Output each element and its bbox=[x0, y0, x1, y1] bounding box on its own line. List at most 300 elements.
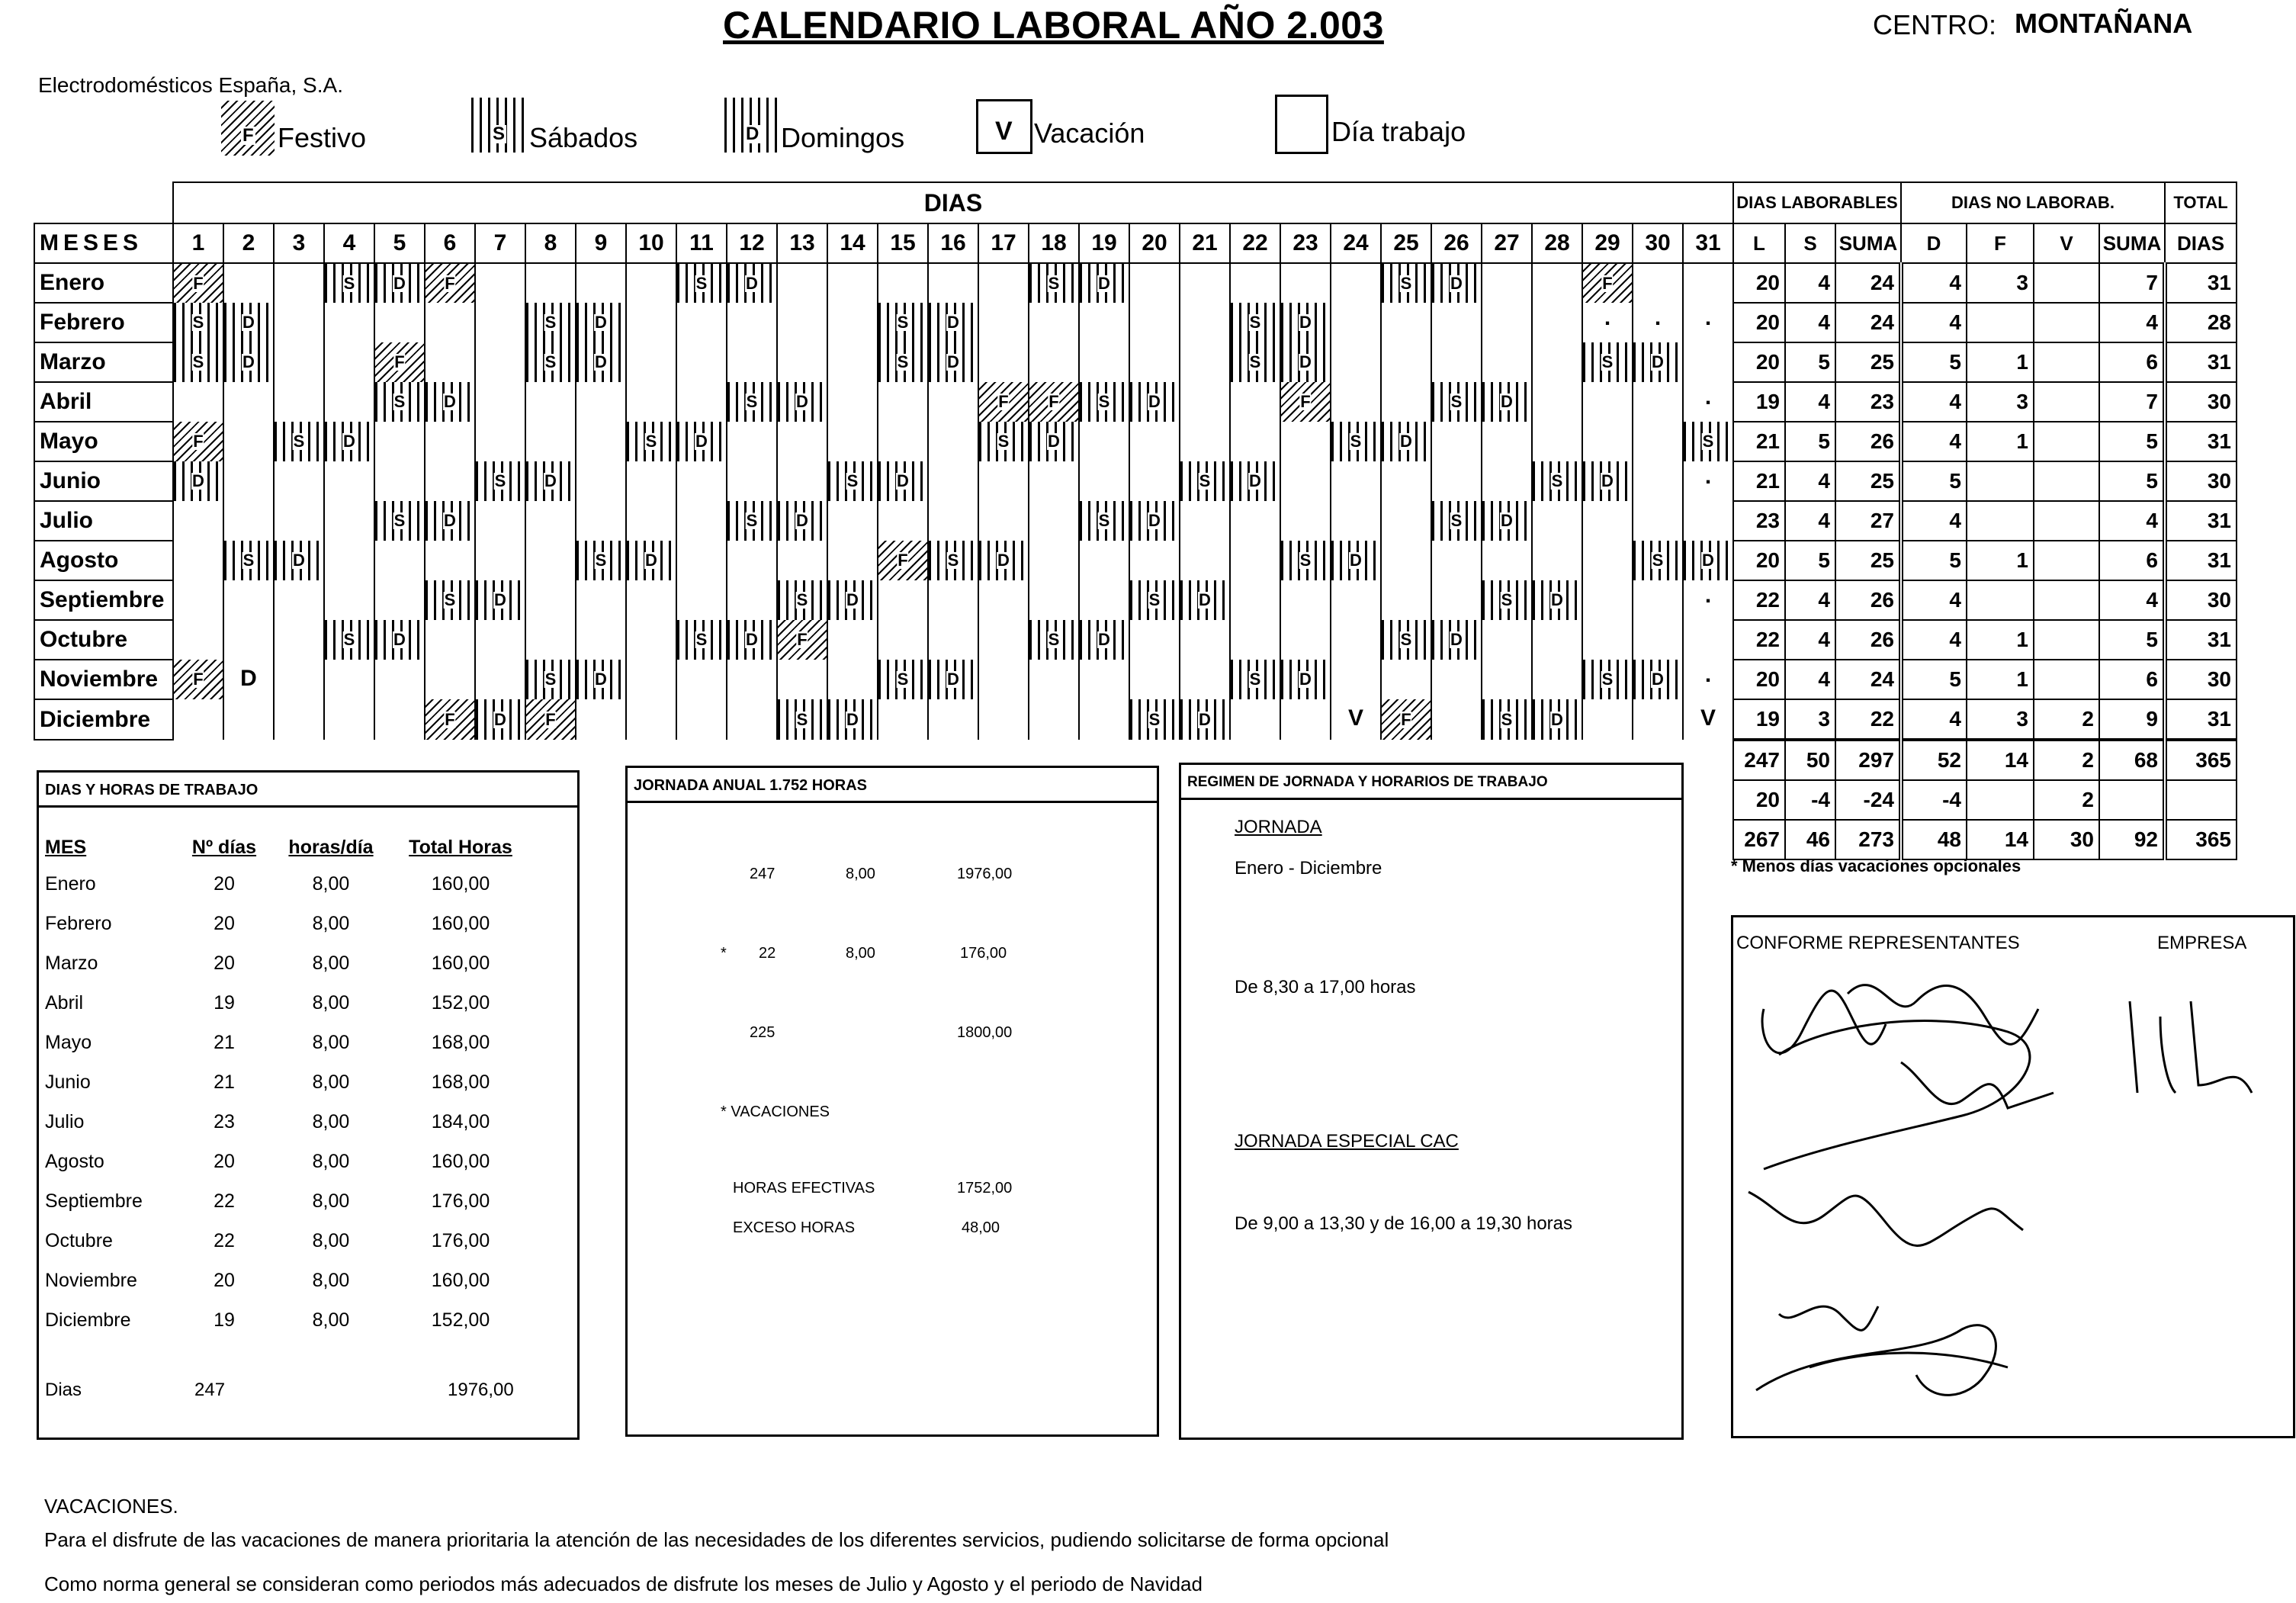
month-l: 20 bbox=[1733, 660, 1785, 699]
mark-glyph: S bbox=[1702, 432, 1714, 451]
day-cell bbox=[1180, 501, 1230, 541]
mark-glyph: S bbox=[796, 709, 808, 729]
day-cell bbox=[1381, 263, 1431, 303]
day-cell bbox=[274, 342, 324, 382]
sabado-mark bbox=[275, 422, 323, 461]
day-cell bbox=[878, 699, 928, 740]
day-cell bbox=[827, 382, 878, 422]
month-s: 4 bbox=[1785, 303, 1835, 342]
month-dias: 31 bbox=[2165, 501, 2237, 541]
day-cell bbox=[1633, 699, 1683, 740]
summary-col-d: D bbox=[1901, 223, 1967, 263]
sabado-mark bbox=[727, 382, 776, 422]
day-cell bbox=[978, 303, 1029, 342]
sabado-mark bbox=[1482, 699, 1531, 740]
sabado-mark bbox=[1432, 382, 1481, 422]
day-cell bbox=[1230, 699, 1280, 740]
domingo-mark bbox=[1180, 580, 1229, 620]
mark-glyph: S bbox=[695, 273, 708, 293]
totals-d: 52 bbox=[1901, 740, 1967, 780]
domingo-mark bbox=[1482, 382, 1531, 422]
day-cell bbox=[173, 699, 223, 740]
day-cell bbox=[374, 303, 425, 342]
day-cell bbox=[1633, 342, 1683, 382]
month-suma: 26 bbox=[1835, 580, 1901, 620]
hours-mes: Marzo bbox=[45, 952, 98, 974]
day-cell bbox=[1180, 303, 1230, 342]
day-cell bbox=[626, 263, 676, 303]
company-name: Electrodomésticos España, S.A. bbox=[38, 73, 343, 97]
hours-horas: 8,00 bbox=[312, 1110, 350, 1132]
day-cell bbox=[1180, 263, 1230, 303]
day-cell bbox=[928, 699, 978, 740]
hours-row bbox=[45, 1300, 533, 1340]
dot-mark: . bbox=[1704, 305, 1712, 330]
month-dias: 31 bbox=[2165, 541, 2237, 580]
sabado-mark bbox=[1231, 660, 1280, 699]
mark-glyph: S bbox=[1299, 551, 1312, 570]
month-s: 5 bbox=[1785, 422, 1835, 461]
domingo-mark bbox=[727, 620, 776, 660]
day-cell bbox=[1129, 699, 1180, 740]
domingos-legend-swatch bbox=[724, 98, 781, 153]
month-l: 22 bbox=[1733, 620, 1785, 660]
domingo-mark bbox=[1180, 699, 1229, 740]
mark-glyph: D bbox=[393, 630, 406, 649]
vacacion-legend-label: Vacación bbox=[1034, 117, 1145, 149]
hours-dias: 20 bbox=[214, 1150, 235, 1172]
day-cell bbox=[1431, 263, 1482, 303]
day-cell bbox=[576, 580, 626, 620]
day-cell bbox=[1079, 382, 1129, 422]
day-cell bbox=[1431, 699, 1482, 740]
annual-vacaciones: * VACACIONES bbox=[721, 1103, 830, 1120]
adjust-d: -4 bbox=[1901, 780, 1967, 820]
day-header: 3 bbox=[274, 223, 324, 263]
day-cell bbox=[1582, 541, 1633, 580]
domingo-mark bbox=[576, 303, 625, 342]
day-cell bbox=[274, 382, 324, 422]
hours-col-horas: horas/día bbox=[288, 836, 374, 858]
mark-glyph: D bbox=[242, 313, 255, 332]
day-cell bbox=[727, 461, 777, 501]
day-cell bbox=[324, 541, 374, 580]
day-cell bbox=[1431, 461, 1482, 501]
mark-glyph: S bbox=[1601, 352, 1614, 371]
day-cell bbox=[223, 303, 274, 342]
annual-r2-b: 8,00 bbox=[846, 945, 875, 962]
mark-glyph: S bbox=[343, 273, 355, 293]
day-cell bbox=[1431, 580, 1482, 620]
domingo-mark bbox=[929, 303, 978, 342]
domingo-mark bbox=[1130, 382, 1179, 422]
day-cell bbox=[1280, 461, 1331, 501]
day-cell bbox=[1582, 699, 1633, 740]
mark-glyph: D bbox=[1299, 670, 1312, 689]
day-cell bbox=[576, 699, 626, 740]
day-cell bbox=[1180, 422, 1230, 461]
day-cell bbox=[1129, 422, 1180, 461]
month-suma2: 6 bbox=[2099, 541, 2165, 580]
day-cell bbox=[777, 660, 827, 699]
domingo-mark bbox=[476, 699, 525, 740]
month-suma2: 9 bbox=[2099, 699, 2165, 740]
total-header: TOTAL bbox=[2165, 182, 2237, 223]
day-header: 13 bbox=[777, 223, 827, 263]
day-cell bbox=[1180, 382, 1230, 422]
day-cell bbox=[1381, 501, 1431, 541]
day-cell bbox=[978, 541, 1029, 580]
month-suma2: 5 bbox=[2099, 422, 2165, 461]
month-f: 3 bbox=[1967, 699, 2034, 740]
day-header: 2 bbox=[223, 223, 274, 263]
day-cell bbox=[374, 541, 425, 580]
annual-r2-c: 176,00 bbox=[960, 945, 1007, 962]
day-cell bbox=[1331, 501, 1381, 541]
day-cell bbox=[1633, 660, 1683, 699]
day-cell bbox=[1230, 422, 1280, 461]
hours-horas: 8,00 bbox=[312, 1309, 350, 1331]
day-cell bbox=[626, 580, 676, 620]
mark-glyph: S bbox=[897, 352, 909, 371]
day-cell bbox=[878, 580, 928, 620]
day-cell bbox=[1431, 620, 1482, 660]
sabado-mark bbox=[778, 699, 827, 740]
day-cell bbox=[223, 660, 274, 699]
mark-glyph: F bbox=[394, 352, 405, 371]
month-row bbox=[34, 580, 2237, 620]
sabado-mark bbox=[1080, 501, 1129, 541]
mark-glyph: S bbox=[393, 392, 406, 411]
day-cell bbox=[1180, 461, 1230, 501]
day-cell bbox=[173, 342, 223, 382]
day-cell bbox=[374, 422, 425, 461]
day-cell bbox=[374, 382, 425, 422]
mark-glyph: D bbox=[695, 432, 708, 451]
day-cell bbox=[777, 342, 827, 382]
day-cell bbox=[1482, 580, 1532, 620]
day-cell bbox=[878, 422, 928, 461]
month-name: Octubre bbox=[34, 620, 173, 660]
day-cell bbox=[978, 660, 1029, 699]
totals-s: 50 bbox=[1785, 740, 1835, 780]
day-cell bbox=[1029, 501, 1079, 541]
mark-glyph: D bbox=[1199, 709, 1211, 729]
day-cell bbox=[978, 422, 1029, 461]
day-cell bbox=[1582, 303, 1633, 342]
day-cell bbox=[173, 660, 223, 699]
month-f: 1 bbox=[1967, 541, 2034, 580]
mark-glyph: S bbox=[544, 313, 557, 332]
day-cell bbox=[1129, 342, 1180, 382]
day-cell bbox=[928, 263, 978, 303]
sabado-mark bbox=[1633, 541, 1682, 580]
annual-r2-a: 22 bbox=[759, 945, 776, 962]
day-cell bbox=[525, 660, 576, 699]
domingo-mark bbox=[275, 541, 323, 580]
day-cell bbox=[324, 382, 374, 422]
month-suma2: 7 bbox=[2099, 263, 2165, 303]
day-cell bbox=[928, 461, 978, 501]
sabado-mark bbox=[778, 580, 827, 620]
day-cell bbox=[173, 461, 223, 501]
day-cell bbox=[676, 699, 727, 740]
month-row bbox=[34, 342, 2237, 382]
day-cell bbox=[324, 461, 374, 501]
day-cell bbox=[525, 342, 576, 382]
festivo-mark bbox=[174, 264, 223, 303]
mark-glyph: F bbox=[797, 630, 808, 649]
day-cell bbox=[878, 620, 928, 660]
month-v bbox=[2034, 501, 2099, 541]
vacacion-legend-glyph: V bbox=[995, 117, 1013, 146]
day-cell bbox=[727, 580, 777, 620]
jornada-especial-hours: De 9,00 a 13,30 y de 16,00 a 19,30 horas bbox=[1235, 1213, 1573, 1234]
day-cell bbox=[475, 382, 525, 422]
day-cell bbox=[274, 422, 324, 461]
festivo-mark bbox=[1583, 264, 1632, 303]
day-cell bbox=[878, 541, 928, 580]
day-cell bbox=[475, 263, 525, 303]
sabado-mark bbox=[1583, 342, 1632, 382]
hours-dias: 19 bbox=[214, 991, 235, 1014]
month-d: 4 bbox=[1901, 620, 1967, 660]
day-cell bbox=[223, 620, 274, 660]
day-cell bbox=[878, 342, 928, 382]
hours-mes: Enero bbox=[45, 872, 96, 895]
day-cell bbox=[324, 303, 374, 342]
day-cell bbox=[1230, 620, 1280, 660]
month-d: 4 bbox=[1901, 699, 1967, 740]
day-cell bbox=[1683, 461, 1733, 501]
day-cell bbox=[978, 620, 1029, 660]
domingo-mark bbox=[375, 620, 424, 660]
sabado-mark bbox=[375, 501, 424, 541]
day-cell bbox=[374, 461, 425, 501]
annual-r1-b: 8,00 bbox=[846, 866, 875, 882]
mark-glyph: S bbox=[1098, 511, 1110, 530]
hours-horas: 8,00 bbox=[312, 952, 350, 974]
day-cell bbox=[777, 303, 827, 342]
hours-panel bbox=[37, 770, 580, 1440]
domingo-mark bbox=[778, 382, 827, 422]
mark-glyph: D bbox=[1148, 511, 1161, 530]
day-header: 15 bbox=[878, 223, 928, 263]
month-f bbox=[1967, 303, 2034, 342]
mark-glyph: S bbox=[1249, 670, 1261, 689]
domingo-mark bbox=[1080, 264, 1129, 303]
sabado-mark bbox=[929, 541, 978, 580]
hours-horas: 8,00 bbox=[312, 912, 350, 934]
domingo-mark bbox=[1281, 342, 1330, 382]
hours-row bbox=[45, 1181, 533, 1221]
day-cell bbox=[1482, 501, 1532, 541]
domingo-mark bbox=[425, 382, 474, 422]
mark-glyph: S bbox=[1652, 551, 1664, 570]
month-suma: 24 bbox=[1835, 660, 1901, 699]
day-cell bbox=[525, 620, 576, 660]
day-cell bbox=[274, 263, 324, 303]
day-cell bbox=[1230, 501, 1280, 541]
domingo-mark bbox=[929, 342, 978, 382]
month-s: 4 bbox=[1785, 382, 1835, 422]
day-cell bbox=[827, 580, 878, 620]
day-cell bbox=[1633, 382, 1683, 422]
day-cell bbox=[324, 620, 374, 660]
mark-glyph: S bbox=[1501, 590, 1513, 609]
day-cell bbox=[1482, 620, 1532, 660]
day-cell bbox=[1029, 263, 1079, 303]
day-cell bbox=[1381, 303, 1431, 342]
sabado-mark bbox=[1029, 264, 1078, 303]
mark-glyph: D bbox=[1551, 709, 1563, 729]
mark-glyph: D bbox=[947, 670, 959, 689]
month-row bbox=[34, 660, 2237, 699]
month-dias: 31 bbox=[2165, 342, 2237, 382]
domingo-mark bbox=[1382, 422, 1431, 461]
domingo-mark bbox=[828, 580, 877, 620]
sabado-mark bbox=[878, 303, 927, 342]
day-cell bbox=[374, 501, 425, 541]
mark-glyph: D bbox=[444, 392, 456, 411]
festivo-mark bbox=[1029, 382, 1078, 422]
day-cell bbox=[1381, 620, 1431, 660]
month-row bbox=[34, 303, 2237, 342]
domingo-mark bbox=[476, 580, 525, 620]
hours-mes: Noviembre bbox=[45, 1269, 137, 1291]
hours-row bbox=[45, 1062, 533, 1102]
day-cell bbox=[1532, 342, 1582, 382]
month-suma2: 6 bbox=[2099, 660, 2165, 699]
month-name: Noviembre bbox=[34, 660, 173, 699]
day-cell bbox=[1532, 461, 1582, 501]
mark-glyph: S bbox=[897, 313, 909, 332]
day-cell bbox=[827, 541, 878, 580]
day-header: 31 bbox=[1683, 223, 1733, 263]
month-d: 4 bbox=[1901, 263, 1967, 303]
day-cell bbox=[1381, 382, 1431, 422]
domingo-mark bbox=[1432, 620, 1481, 660]
month-v bbox=[2034, 303, 2099, 342]
month-row bbox=[34, 620, 2237, 660]
day-cell bbox=[475, 422, 525, 461]
day-header: 6 bbox=[425, 223, 475, 263]
domingo-mark bbox=[1281, 660, 1330, 699]
day-header: 29 bbox=[1582, 223, 1633, 263]
mark-glyph: S bbox=[746, 511, 758, 530]
hours-total: 160,00 bbox=[431, 872, 490, 895]
summary-col-dias: DIAS bbox=[2165, 223, 2237, 263]
annual-r1-a: 247 bbox=[750, 866, 776, 882]
month-row bbox=[34, 382, 2237, 422]
day-cell bbox=[576, 660, 626, 699]
sabado-mark bbox=[1583, 660, 1632, 699]
hours-total: 152,00 bbox=[431, 991, 490, 1014]
signatures-graphic bbox=[1733, 917, 2296, 1441]
vacacion-legend-swatch bbox=[976, 99, 1032, 154]
day-cell bbox=[173, 620, 223, 660]
day-cell bbox=[576, 461, 626, 501]
mark-glyph: S bbox=[1601, 670, 1614, 689]
day-cell bbox=[827, 461, 878, 501]
day-cell bbox=[1129, 501, 1180, 541]
month-dias: 31 bbox=[2165, 620, 2237, 660]
hours-row bbox=[45, 1261, 533, 1300]
day-cell bbox=[324, 580, 374, 620]
day-cell bbox=[223, 382, 274, 422]
mark-glyph: F bbox=[998, 392, 1009, 411]
day-cell bbox=[1280, 580, 1331, 620]
mark-glyph: D bbox=[343, 432, 355, 451]
month-s: 5 bbox=[1785, 541, 1835, 580]
day-cell bbox=[223, 501, 274, 541]
day-cell bbox=[777, 382, 827, 422]
day-header: 19 bbox=[1079, 223, 1129, 263]
festivo-legend-glyph: F bbox=[242, 125, 254, 146]
day-cell bbox=[1180, 580, 1230, 620]
mark-glyph: S bbox=[192, 313, 204, 332]
day-cell bbox=[727, 541, 777, 580]
day-header: 9 bbox=[576, 223, 626, 263]
day-cell bbox=[928, 580, 978, 620]
day-cell bbox=[1280, 382, 1331, 422]
day-cell bbox=[425, 461, 475, 501]
sabado-mark bbox=[1533, 461, 1582, 501]
month-f: 3 bbox=[1967, 382, 2034, 422]
hours-dias: 22 bbox=[214, 1190, 235, 1212]
day-cell bbox=[1280, 660, 1331, 699]
day-header: 10 bbox=[626, 223, 676, 263]
month-suma2: 4 bbox=[2099, 303, 2165, 342]
month-suma2: 5 bbox=[2099, 461, 2165, 501]
day-cell bbox=[425, 620, 475, 660]
day-cell bbox=[173, 263, 223, 303]
hours-dias: 20 bbox=[214, 952, 235, 974]
sabado-mark bbox=[878, 660, 927, 699]
month-d: 5 bbox=[1901, 660, 1967, 699]
representantes-label: CONFORME REPRESENTANTES bbox=[1736, 933, 2020, 953]
mark-glyph: D bbox=[595, 352, 607, 371]
day-cell bbox=[626, 461, 676, 501]
day-cell bbox=[626, 422, 676, 461]
day-cell bbox=[1280, 303, 1331, 342]
sabado-mark bbox=[1331, 422, 1380, 461]
day-cell bbox=[1331, 461, 1381, 501]
annual-r1-c: 1976,00 bbox=[957, 866, 1013, 882]
mark-glyph: S bbox=[846, 471, 859, 490]
summary-col-s: S bbox=[1785, 223, 1835, 263]
day-cell bbox=[1129, 660, 1180, 699]
day-cell bbox=[777, 541, 827, 580]
festivo-mark bbox=[174, 660, 223, 699]
domingo-mark bbox=[878, 461, 927, 501]
day-cell bbox=[1180, 342, 1230, 382]
domingo-mark bbox=[1029, 422, 1078, 461]
day-cell bbox=[223, 342, 274, 382]
day-cell bbox=[1431, 541, 1482, 580]
sabado-mark bbox=[375, 382, 424, 422]
day-cell bbox=[727, 501, 777, 541]
mark-glyph: S bbox=[1350, 432, 1362, 451]
month-dias: 31 bbox=[2165, 263, 2237, 303]
mark-glyph: S bbox=[695, 630, 708, 649]
day-cell bbox=[274, 660, 324, 699]
day-cell bbox=[827, 303, 878, 342]
sabado-mark bbox=[526, 342, 575, 382]
hours-total: 160,00 bbox=[431, 952, 490, 974]
month-l: 19 bbox=[1733, 699, 1785, 740]
mark-glyph: F bbox=[898, 551, 908, 570]
